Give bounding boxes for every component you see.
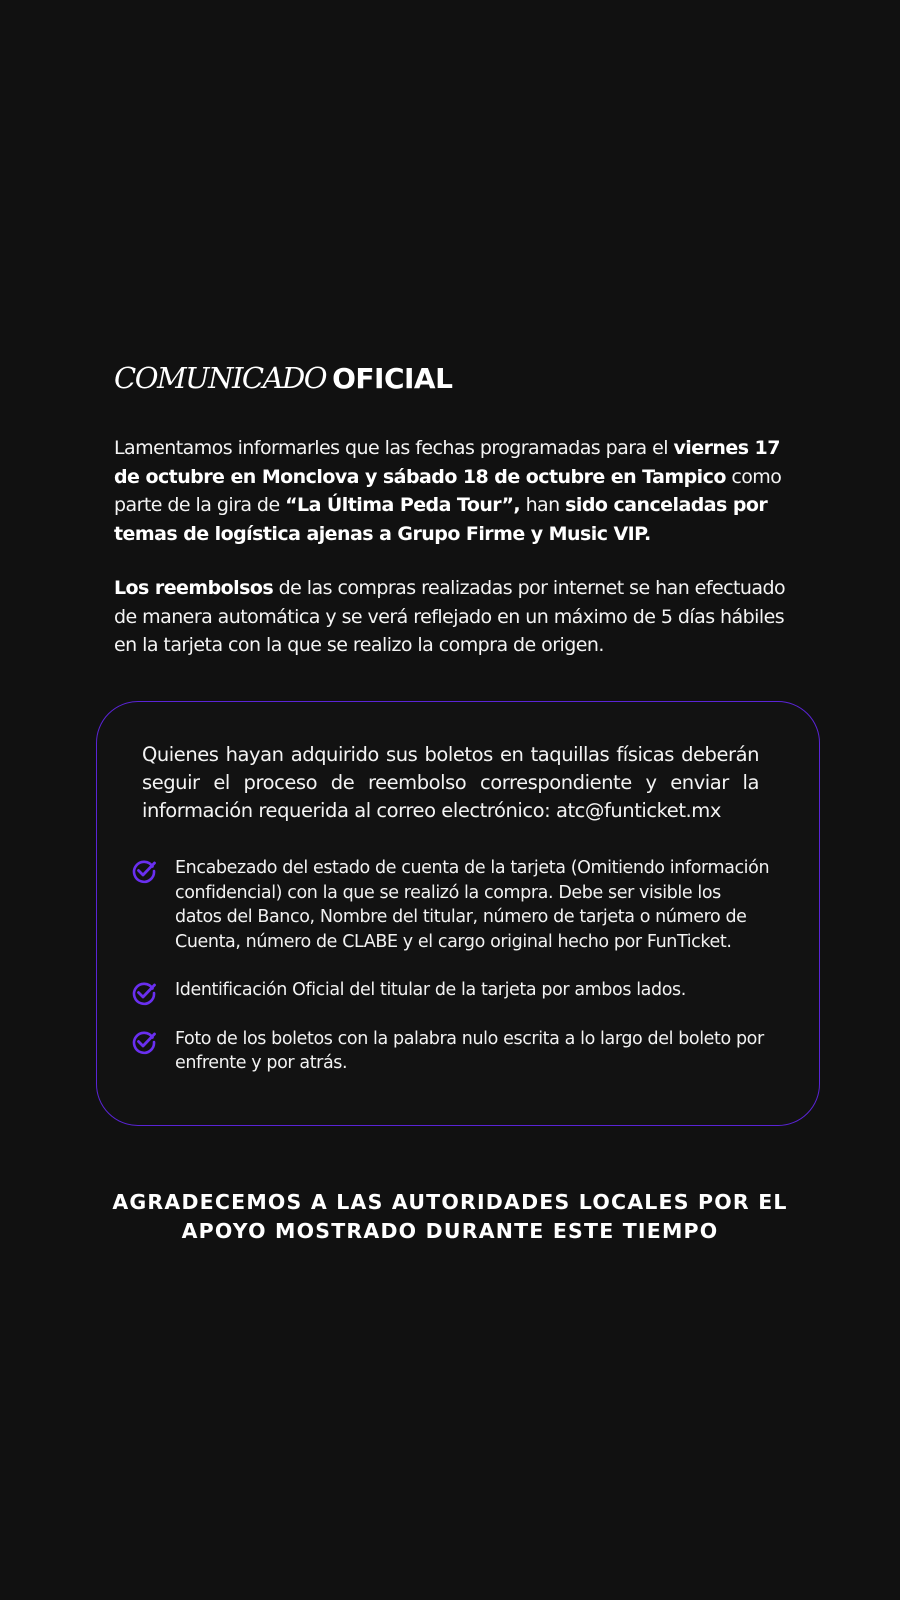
cancellation-dates: viernes 17 de octubre en Monclova y sábado 18 de octubre en Tampico bbox=[114, 437, 780, 488]
requirement-text: Identificación Oficial del titular de la tarjeta por ambos lados. bbox=[175, 980, 686, 1000]
refund-paragraph bbox=[114, 574, 790, 660]
refund-lead: Los reembolsos bbox=[114, 577, 274, 599]
requirements-list bbox=[131, 856, 771, 1100]
check-circle-icon bbox=[131, 980, 157, 1006]
box-office-refund-card bbox=[96, 701, 820, 1126]
box-office-intro: Quienes hayan adquirido sus boletos en taquillas físicas deberán seguir el proceso de reembolso correspondiente y enviar la información requerida al correo electrónico: atc@funticket.mx bbox=[142, 743, 759, 822]
requirement-text: Foto de los boletos con la palabra nulo escrita a lo largo del boleto por enfrente y por atrás. bbox=[175, 1028, 764, 1073]
cancellation-text-1: Lamentamos informarles que las fechas programadas para el bbox=[114, 437, 674, 459]
thanks-note bbox=[90, 1188, 810, 1246]
requirement-text: Encabezado del estado de cuenta de la tarjeta (Omitiendo información confidencial) con la que se realizó la compra. Debe ser visible los datos del Banco, Nombre del titular, número de tarjeta o número de Cuenta, número de CLABE y el cargo original hecho por FunTicket. bbox=[175, 858, 770, 952]
thanks-line-1: AGRADECEMOS A LAS AUTORIDADES LOCALES POR EL bbox=[112, 1190, 788, 1214]
title-bold-part: OFICIAL bbox=[332, 362, 453, 395]
page-title bbox=[114, 358, 452, 399]
thanks-line-2: APOYO MOSTRADO DURANTE ESTE TIEMPO bbox=[181, 1219, 719, 1243]
cancellation-paragraph bbox=[114, 434, 790, 548]
check-circle-icon bbox=[131, 858, 157, 884]
list-item bbox=[131, 1027, 771, 1076]
cancellation-reason: sido canceladas por temas de logística ajenas a Grupo Firme y Music VIP. bbox=[114, 494, 768, 545]
title-italic-part: COMUNICADO bbox=[114, 361, 327, 395]
tour-name: “La Última Peda Tour”, bbox=[285, 494, 521, 516]
refund-text: de las compras realizadas por internet se han efectuado de manera automática y se verá reflejado en un máximo de 5 días hábiles en la tarjeta con la que se realizo la compra de origen. bbox=[114, 577, 786, 656]
cancellation-text-2: como parte de la gira de bbox=[114, 465, 782, 516]
cancellation-text-3: han bbox=[520, 494, 566, 516]
list-item bbox=[131, 856, 771, 954]
check-circle-icon bbox=[131, 1029, 157, 1055]
list-item bbox=[131, 978, 771, 1003]
